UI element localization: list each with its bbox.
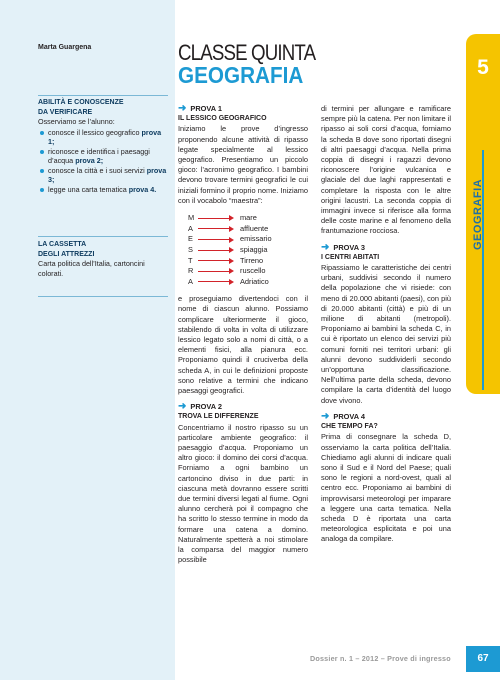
prova-1-subtitle: IL LESSICO GEOGRAFICO [178, 115, 267, 123]
skills-list [38, 128, 168, 195]
tab-label: GEOGRAFIA [472, 178, 484, 250]
acrostic-row: T Tirreno [188, 255, 264, 265]
skills-intro: Osserviamo se l’alunno: [38, 117, 115, 126]
skills-box [38, 98, 168, 194]
skills-item: conosce il lessico geografico prova 1; [38, 128, 168, 147]
sidebar-divider [38, 296, 168, 297]
acrostic-row: M mare [188, 213, 257, 223]
prova-4-text: Prima di consegnare la scheda D, osserviamo la carta politica dell’Italia. Chiediamo agli alunni di indicare quali sono il Sud e il Nord del Paese; quali sono le regioni a nord-ovest, quali al centro ecc. Proponiamo ai bambini di improvvisarsi meteorologi per imparare a leggere una carta tematica. Nella scheda D è riportata una carta meteorologica esplicitata e poi una analoga da compilare. [321, 432, 451, 544]
acrostic-row: R ruscello [188, 266, 266, 276]
prova-3-text: Ripassiamo le caratteristiche dei centri urbani, suddivisi secondo il numero della popolazione che vi risiede: con meno di 20.000 abitanti (paesi), con più di 20.000 abitanti (città) e più di un milione di abitanti (metropoli). Proponiamo ai bambini la scheda C, in cui è riportato un elenco dei servizi più comuni forniti nei territori urbani: gli alunni devono suddividerli secondo un’opportuna classificazione. Nell’ultima parte della scheda, devono compilare la carta d’identità del luogo dove vivono. [321, 263, 451, 405]
arrow-right-icon: ➜ [321, 241, 330, 253]
prova-3-heading: ➜ PROVA 3 [321, 241, 366, 253]
acrostic-row: A Adriatico [188, 276, 269, 286]
class-title: CLASSE QUINTA [178, 40, 316, 65]
prova-1-heading: ➜ PROVA 1 [178, 103, 223, 115]
arrow-right-icon [198, 268, 234, 275]
tools-text: Carta politica dell’Italia, cartoncini colorati. [38, 259, 145, 278]
sidebar-divider [38, 236, 168, 237]
prova-2-subtitle: TROVA LE DIFFERENZE [178, 413, 259, 421]
prova-4-heading: ➜ PROVA 4 [321, 410, 366, 422]
prova-1-outro: e proseguiamo divertendoci con il nome di ciascun alunno. Possiamo complicare ulteriormente il gioco, stabilendo di volta in volta di utilizzare lessico legato solo a nomi di città, o a elementi fisici, alla pianura ecc. Proponiamo quindi il cruciverba della scheda A, in cui le definizioni proposte sono relative a termini che indicano paesaggi geografici. [178, 294, 308, 396]
page-number: 67 [466, 646, 500, 672]
skills-item: riconosce e identifica i paesaggi d’acqua prova 2; [38, 147, 168, 166]
text-column-1 [178, 104, 308, 565]
arrow-right-icon: ➜ [321, 410, 330, 422]
prova-4-subtitle: CHE TEMPO FA? [321, 423, 378, 431]
arrow-right-icon [198, 247, 234, 254]
prova-3-subtitle: I CENTRI ABITATI [321, 253, 380, 261]
skills-item: legge una carta tematica prova 4. [38, 185, 168, 195]
footer-text: Dossier n. 1 – 2012 – Prove di ingresso [310, 654, 451, 663]
subject-title: GEOGRAFIA [178, 62, 304, 88]
acrostic-row: A affluente [188, 223, 269, 233]
author-name: Marta Guargena [38, 44, 92, 51]
tools-title-1: LA CASSETTA [38, 241, 87, 248]
skills-title-1: ABILITÀ E CONOSCENZE [38, 99, 124, 106]
text-column-2 [321, 104, 451, 545]
arrow-right-icon: ➜ [178, 401, 187, 413]
tools-title-2: DEGLI ATTREZZI [38, 250, 95, 258]
chapter-number: 5 [477, 56, 489, 79]
arrow-right-icon [198, 278, 234, 285]
sidebar-bottom-strip [0, 668, 175, 680]
prova-2-continuation: di termini per allungare e ramificare sempre più la catena. Per non limitare il ripasso ai soli corsi d’acqua, forniamo la scheda B dove sono riportati disegni di altri paesaggi d’acqua. Nella prima coppia di disegni i ragazzi devono riconoscere l’origine vulcanica e glaciale del due laghi rappresentati e completare la risposta con le altre origini lacustri. La seconda coppia di immagini invece si riferisce alla forma delle coste marine e al fenomeno della frantumazione rocciosa. [321, 104, 451, 236]
arrow-right-icon [198, 257, 234, 264]
acrostic-list [188, 213, 306, 287]
skills-item: conosce la città e i suoi servizi prova 3; [38, 166, 168, 185]
arrow-right-icon [198, 236, 234, 243]
acrostic-row: E emissario [188, 234, 272, 244]
sidebar-divider [38, 95, 168, 96]
prova-2-heading: ➜ PROVA 2 [178, 401, 223, 413]
tools-box [38, 240, 168, 278]
arrow-right-icon: ➜ [178, 103, 187, 115]
arrow-right-icon [198, 225, 234, 232]
acrostic-row: S spiaggia [188, 245, 268, 254]
skills-title-2: DA VERIFICARE [38, 108, 93, 116]
prova-1-intro: Iniziamo le prove d’ingresso proponendo alcune attività di ripasso legate specialmente al lessico geografico. Presentiamo un piccolo gioco: l’acronimo geografico. I bambini devono trovare termini geografici le cui iniziali formino il proprio nome. Iniziamo con il vocabolo “maestra”: [178, 124, 308, 205]
prova-2-text: Concentriamo il nostro ripasso su un particolare ambiente geografico: il paesaggio d’acqua. Proponiamo un altro gioco: il domino dei corsi d’acqua. Forniamo a ogni bambino un cartoncino diviso in due parti: in ciascuna metà dovranno essere scritti due termini diversi legati al fiume. Ogni alunno cercherà poi il compagno che ha scritto lo stesso termine in modo da formare una catena a domino. Naturalmente spetterà a noi stimolare la comparsa del maggior numero possibile [178, 422, 308, 565]
arrow-right-icon [198, 215, 234, 222]
